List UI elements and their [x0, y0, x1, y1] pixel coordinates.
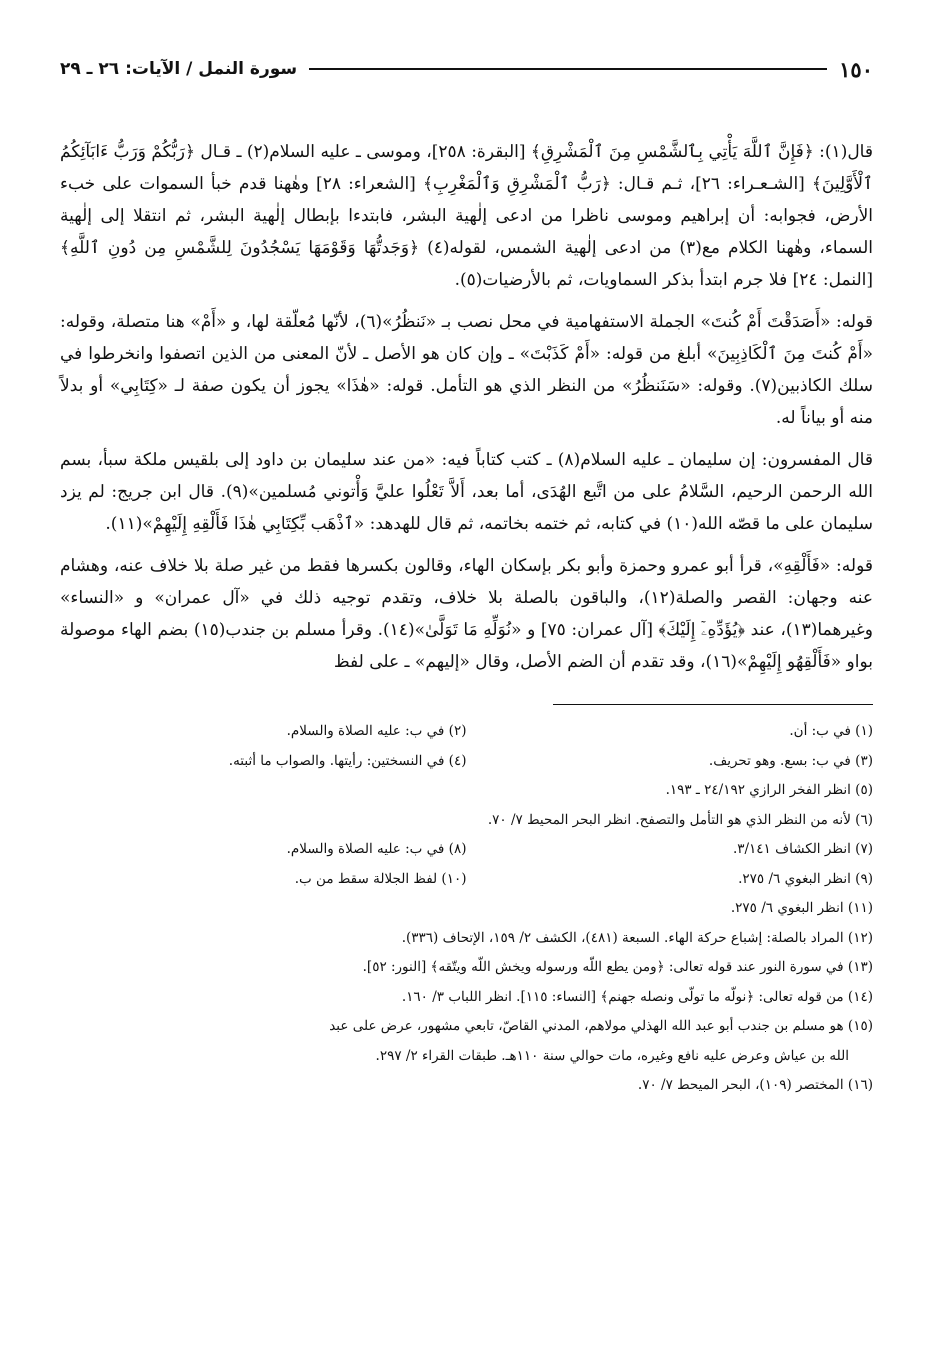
footnote-4: (٤) في النسختين: رأيتها. والصواب ما أثبته. — [228, 752, 467, 769]
footnote-15-line-2: الله بن عياش وعرض عليه نافع وغيره، مات حوالي سنة ١١٠هـ. طبقات القراء ٢/ ٢٩٧. — [375, 1047, 849, 1064]
footnote-separator — [553, 704, 873, 705]
paragraph-3: قال المفسرون: إن سليمان ـ عليه السلام(٨) ـ كتب كتاباً فيه: «من عند سليمان بن داود إلى بلقيس ملكة سبأ، بسم الله الرحمن الرحيم، السَّلامُ على من اتَّبع الهُدَى، أما بعد، أَلاَّ تَعْلُوا عليَّ وَأْتوني مُسلمين»(٩). قال ابن جريج: لم يزد سليمان على ما قصّه الله(١٠) في كتابه، ثم ختمه بخاتمه، ثم قال للهدهد: «ٱذْهَب بِّكِتَابِي هٰذَا فَأَلْقِهِ إِلَيْهِمْ»(١١). — [60, 450, 873, 534]
footnote-row — [60, 835, 873, 865]
main-text — [60, 136, 873, 678]
header-rule — [309, 68, 827, 70]
footnote-5: (٥) انظر الفخر الرازي ٢٤/١٩٢ ـ ١٩٣. — [665, 782, 873, 798]
footnote-9: (٩) انظر البغوي ٦/ ٢٧٥. — [738, 870, 873, 887]
footnote-row — [60, 717, 873, 747]
footnote-3: (٣) في ب: بسع. وهو تحريف. — [708, 752, 873, 769]
footnote-1: (١) في ب: أن. — [789, 723, 873, 739]
footnote-16: (١٦) المختصر (١٠٩)، البحر الميحط ٧/ ٧٠. — [637, 1077, 873, 1093]
footnote-7: (٧) انظر الكشاف ٣/١٤١. — [732, 841, 873, 857]
footnote-10: (١٠) لفظ الجلالة سقط من ب. — [294, 870, 467, 887]
paragraph-2: قوله: «أَصَدَقْتَ أَمْ كُنتَ» الجملة الاستفهامية في محل نصب بـ «نَنظُرُ»(٦)، لأنّها مُعلّقة لها، و «أَمْ» هنا متصلة، وقوله: «أَمْ كُنتَ مِنَ ٱلْكَاذِبِينَ» أبلغ من قوله: «أَمْ كَذَبْتَ» ـ وإن كان هو الأصل ـ لأنّ المعنى من الذين اتصفوا وانخرطوا في سلك الكاذبين(٧). وقوله: «سَنَنظُرُ» من النظر الذي هو التأمل. قوله: «هٰذَا» يجوز أن يكون صفة لـ «كِتَابِي» أو بدلاً منه أو بياناً له. — [60, 312, 874, 428]
paragraph-1: قال(١): ﴿فَإِنَّ ٱللَّهَ يَأْتِي بِٱلشَّمْسِ مِنَ ٱلْمَشْرِقِ﴾ [البقرة: ٢٥٨]، وموسى ـ عليه السلام(٢) ـ قـال ﴿رَبُّكُمْ وَرَبُّ ءَابَآئِكُمُ ٱلْأَوَّلِينَ﴾ [الشـعـراء: ٢٦]، ثـم قـال: ﴿رَبُّ ٱلْمَشْرِقِ وَٱلْمَغْرِبِ﴾ [الشعراء: ٢٨] وهٰهنا قدم خبأ السموات على خبء الأرض، فجوابه: أن إبراهيم وموسى ناظرا من ادعى إلٰهية البشر، فابتدءا بإبطال إلٰهية البشر، ثم انتقلا إلى إلٰهية السماء، وهٰهنا الكلام مع(٣) من ادعى إلٰهية الشمس، لقوله(٤) ﴿وَجَدتُّهَا وَقَوْمَهَا يَسْجُدُونَ لِلشَّمْسِ مِن دُونِ ٱللَّهِ﴾ [النمل: ٢٤] فلا جرم ابتدأ بذكر السماويات، ثم بالأرضيات(٥). — [60, 142, 874, 290]
running-header — [60, 52, 873, 86]
footnote-15-line-1: (١٥) هو مسلم بن جندب أبو عبد الله الهذلي مولاهم، المدني القاصّ، تابعي مشهور، عرض على عبد — [329, 1018, 873, 1034]
footnote-6: (٦) لأنه من النظر الذي هو التأمل والتصفح. انظر البحر المحيط ٧/ ٧٠. — [487, 811, 873, 828]
footnote-row — [60, 865, 873, 895]
page-number: ١٥٠ — [839, 56, 873, 82]
footnote-8: (٨) في ب: عليه الصلاة والسلام. — [286, 841, 467, 857]
footnote-2: (٢) في ب: عليه الصلاة والسلام. — [286, 723, 467, 739]
footnote-12: (١٢) المراد بالصلة: إشباع حركة الهاء. السبعة (٤٨١)، الكشف ٢/ ١٥٩، الإتحاف (٣٣٦). — [401, 929, 873, 946]
footnote-13: (١٣) في سورة النور عند قوله تعالى: ﴿ومن يطع اللّه ورسوله ويخش اللّه ويتّقه﴾ [النور: ٥٢]. — [362, 959, 873, 975]
footnote-14: (١٤) من قوله تعالى: ﴿نولّه ما تولّى ونصله جهنم﴾ [النساء: ١١٥]. انظر اللباب ٣/ ١٦٠. — [401, 988, 873, 1005]
section-title: سورة النمل / الآيات: ٢٦ ـ ٢٩ — [60, 59, 298, 79]
footnote-11: (١١) انظر البغوي ٦/ ٢٧٥. — [730, 900, 873, 916]
footnotes — [60, 717, 873, 1101]
footnote-row — [60, 747, 873, 777]
paragraph-4: قوله: «فَأَلْقِهِ»، قرأ أبو عمرو وحمزة وأبو بكر بإسكان الهاء، وقالون بكسرها فقط من غير صلة بلا خلاف عنه، وهشام عنه وجهان: القصر والصلة(١٢)، والباقون بالصلة بلا خلاف، وتقدم توجيه ذلك في «آل عمران» و «النساء» وغيرهما(١٣)، عند ﴿يُؤَدِّهِۦٓ إِلَيْكَ﴾ [آل عمران: ٧٥] و «نُوَلِّهِ مَا تَوَلَّىٰ»(١٤). وقرأ مسلم بن جندب(١٥) بضم الهاء موصولة بواو «فَأَلْقِهُو إِلَيْهِمْ»(١٦)، وقد تقدم أن الضم الأصل، وقال «إليهم» ـ على لفظ — [60, 556, 873, 672]
